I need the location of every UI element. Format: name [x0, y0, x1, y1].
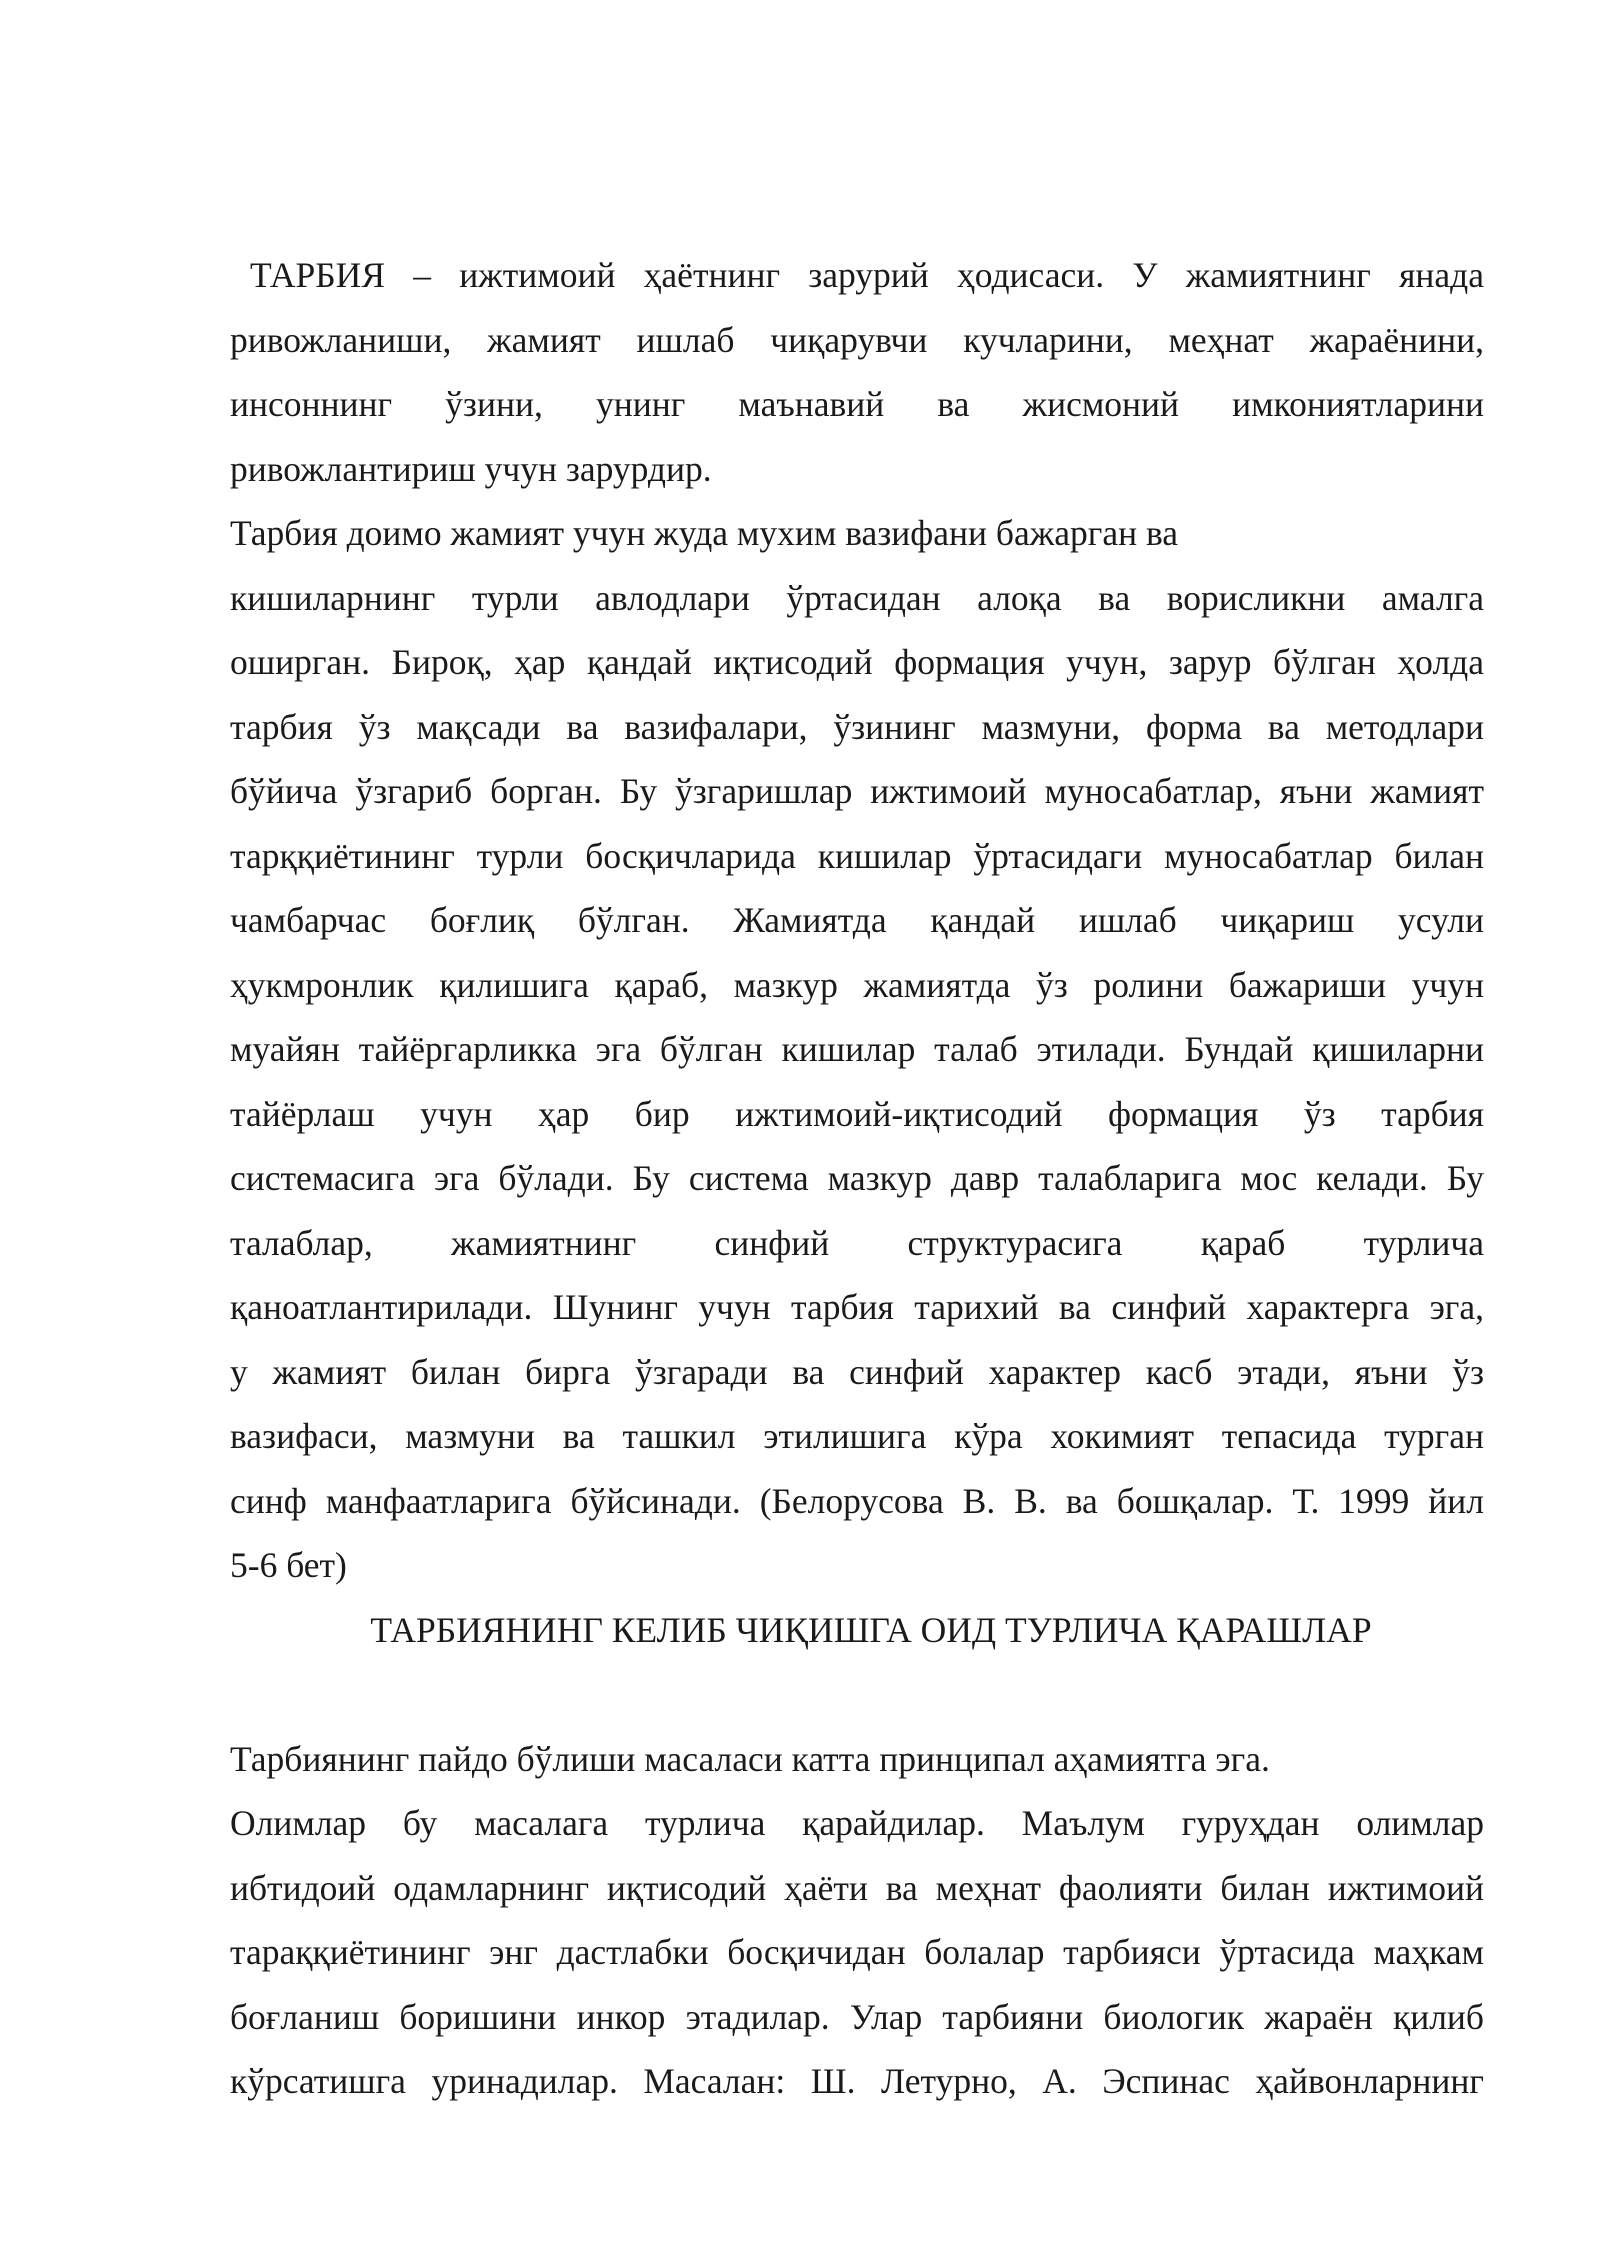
text-line: тараққиётининг энг дастлабки босқичидан болалар тарбияси ўртасида маҳкам	[230, 1932, 1484, 1972]
text-line: бўйича ўзгариб борган. Бу ўзгаришлар ижтимоий муносабатлар, яъни жамият	[230, 771, 1484, 811]
text-line: синф манфаатларига бўйсинади. (Белорусова В. В. ва бошқалар. Т. 1999 йил	[230, 1480, 1484, 1521]
section-heading: ТАРБИЯНИНГ КЕЛИБ ЧИҚИШГА ОИД ТУРЛИЧА ҚАРАШЛАР	[370, 1609, 1372, 1650]
paragraph-scholars-views	[230, 1791, 1484, 2114]
text-line: тарққиётининг турли босқичларида кишилар ўртасидаги муносабатлар билан	[230, 835, 1484, 876]
text-line: муайян тайёргарликка эга бўлган кишилар талаб этилади. Бундай қишиларни	[230, 1029, 1484, 1069]
text-line: Олимлар бу масалага турлича қарайдилар. Маълум гуруҳдан олимлар	[230, 1803, 1484, 1843]
text-line: ТАРБИЯ – ижтимоий ҳаётнинг зарурий ҳодисаси. У жамиятнинг янада	[250, 255, 1484, 295]
text-line: Тарбия доимо жамият учун жуда мухим вазифани бажарган ва	[230, 513, 1178, 553]
text-line: ривожланиши, жамият ишлаб чиқарувчи кучларини, меҳнат жараёнини,	[230, 319, 1484, 360]
text-line: талаблар, жамиятнинг синфий структурасига қараб турлича	[230, 1222, 1484, 1263]
document-page	[230, 243, 1484, 2114]
text-line: ривожлантириш учун зарурдир.	[230, 448, 712, 489]
text-line: ибтидоий одамларнинг иқтисодий ҳаёти ва меҳнат фаолияти билан ижтимоий	[230, 1867, 1484, 1908]
text-line: тайёрлаш учун ҳар бир ижтимоий-иқтисодий формация ўз тарбия	[230, 1093, 1484, 1134]
text-line: боғланиш боришини инкор этадилар. Улар тарбияни биологик жараён қилиб	[230, 1996, 1484, 2037]
text-line: вазифаси, мазмуни ва ташкил этилишига кўра хокимият тепасида турган	[230, 1416, 1484, 1456]
paragraph-tarbiya-history	[230, 501, 1484, 1598]
paragraph-origin-importance	[230, 1727, 1484, 1792]
text-line: қаноатлантирилади. Шунинг учун тарбия тарихий ва синфий характерга эга,	[230, 1287, 1484, 1327]
text-line: Тарбиянинг пайдо бўлиши масаласи катта принципал аҳамиятга эга.	[230, 1738, 1270, 1779]
text-line: ҳукмронлик қилишига қараб, мазкур жамиятда ўз ролини бажариши учун	[230, 964, 1484, 1005]
text-line: кишиларнинг турли авлодлари ўртасидан алоқа ва ворисликни амалга	[230, 577, 1484, 618]
text-line: у жамият билан бирга ўзгаради ва синфий характер касб этади, яъни ўз	[230, 1351, 1484, 1392]
blank-line	[230, 1662, 1484, 1727]
text-line: оширган. Бироқ, ҳар қандай иқтисодий формация учун, зарур бўлган ҳолда	[230, 642, 1484, 682]
text-line: кўрсатишга уринадилар. Масалан: Ш. Летурно, А. Эспинас ҳайвонларнинг	[230, 2061, 1484, 2101]
text-line: 5-6 бет)	[230, 1545, 347, 1585]
text-line: тарбия ўз мақсади ва вазифалари, ўзининг мазмуни, форма ва методлари	[230, 706, 1484, 747]
text-line: системасига эга бўлади. Бу система мазкур давр талабларига мос келади. Бу	[230, 1158, 1484, 1198]
text-line: инсоннинг ўзини, унинг маънавий ва жисмоний имкониятларини	[230, 384, 1484, 424]
text-line: чамбарчас боғлиқ бўлган. Жамиятда қандай ишлаб чиқариш усули	[230, 900, 1484, 940]
paragraph-tarbiya-definition	[230, 243, 1484, 501]
